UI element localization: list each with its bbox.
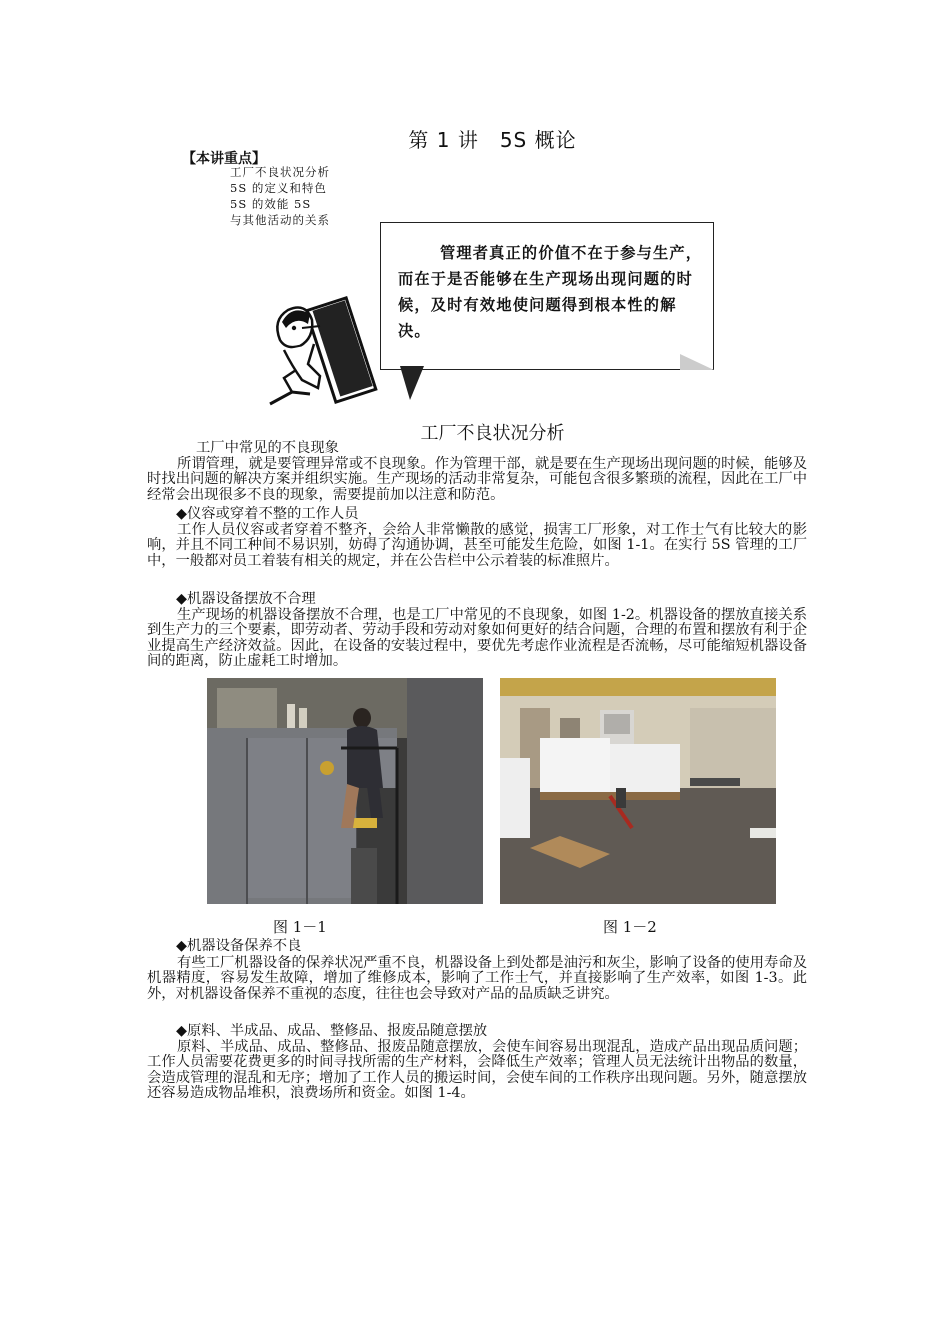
paragraph-maintenance: 有些工厂机器设备的保养状况严重不良，机器设备上到处都是油污和灰尘，影响了设备的使用寿命及机器精度，容易发生故障，增加了维修成本，影响了工作士气，并直接影响了生产效率，如图 1-3。此外，对机器设备保养不重视的态度，往往也会导致对产品的品质缺乏讲究。 xyxy=(147,955,807,1002)
paragraph-staff-appearance: 工作人员仪容或者穿着不整齐，会给人非常懒散的感觉，损害工厂形象，对工作士气有比较大的影响，并且不同工种间不易识别，妨碍了沟通协调，甚至可能发生危险，如图 1-1。在实行 5S 管理的工厂中，一般都对员工着装有相关的规定，并在公告栏中公示着装的标准照片。 xyxy=(147,522,807,569)
quote-text: 管理者真正的价值不在于参与生产，而在于是否能够在生产现场出现问题的时候，及时有效地使问题得到根本性的解决。 xyxy=(398,244,703,340)
paragraph-materials: 原料、半成品、成品、整修品、报废品随意摆放，会使车间容易出现混乱，造成产品出现品质问题；工作人员需要花费更多的时间寻找所需的生产材料，会降低生产效率；管理人员无法统计出物品的数量，会造成管理的混乱和无序；增加了工作人员的搬运时间，会使车间的工作秩序出现问题。另外，随意摆放还容易造成物品堆积，浪费场所和资金。如图 1-4。 xyxy=(147,1039,807,1101)
figure-1-2-caption: 图 1－2 xyxy=(603,918,657,936)
figure-1-1-photo xyxy=(207,678,483,904)
key-point: 与其他活动的关系 xyxy=(230,213,330,227)
heading-materials: ◆原料、半成品、成品、整修品、报废品随意摆放 xyxy=(176,1023,488,1039)
heading-machine-layout: ◆机器设备摆放不合理 xyxy=(176,591,316,607)
callout-pointer xyxy=(400,366,424,400)
manager-cartoon-illustration xyxy=(262,280,382,406)
subheading: 工厂中常见的不良现象 xyxy=(196,440,339,456)
key-points-heading: 【本讲重点】 xyxy=(182,151,266,167)
heading-staff-appearance: ◆仪容或穿着不整的工作人员 xyxy=(176,506,359,522)
page-title: 第 1 讲 5S 概论 xyxy=(408,128,577,152)
key-point: 5S 的效能 5S xyxy=(230,197,312,211)
page-curl-corner xyxy=(680,354,714,370)
figure-1-2-photo xyxy=(500,678,776,904)
paragraph-machine-layout: 生产现场的机器设备摆放不合理，也是工厂中常见的不良现象，如图 1-2。机器设备的摆放直接关系到生产力的三个要素，即劳动者、劳动手段和劳动对象如何更好的结合问题，合理的布置和摆放有利于企业提高生产经济效益。因此，在设备的安装过程中，要优先考虑作业流程是否流畅，尽可能缩短机器设备间的距离，防止虚耗工时增加。 xyxy=(147,607,807,669)
section-title: 工厂不良状况分析 xyxy=(420,423,565,444)
heading-maintenance: ◆机器设备保养不良 xyxy=(176,938,302,954)
key-point: 5S 的定义和特色 xyxy=(230,181,327,195)
paragraph-intro: 所谓管理，就是要管理异常或不良现象。作为管理干部，就是要在生产现场出现问题的时候，能够及时找出问题的解决方案并组织实施。生产现场的活动非常复杂，可能包含很多繁琐的流程，因此在工厂中经常会出现很多不良的现象，需要提前加以注意和防范。 xyxy=(147,456,807,503)
figure-1-1-caption: 图 1－1 xyxy=(273,918,327,936)
key-point: 工厂不良状况分析 xyxy=(230,165,330,179)
